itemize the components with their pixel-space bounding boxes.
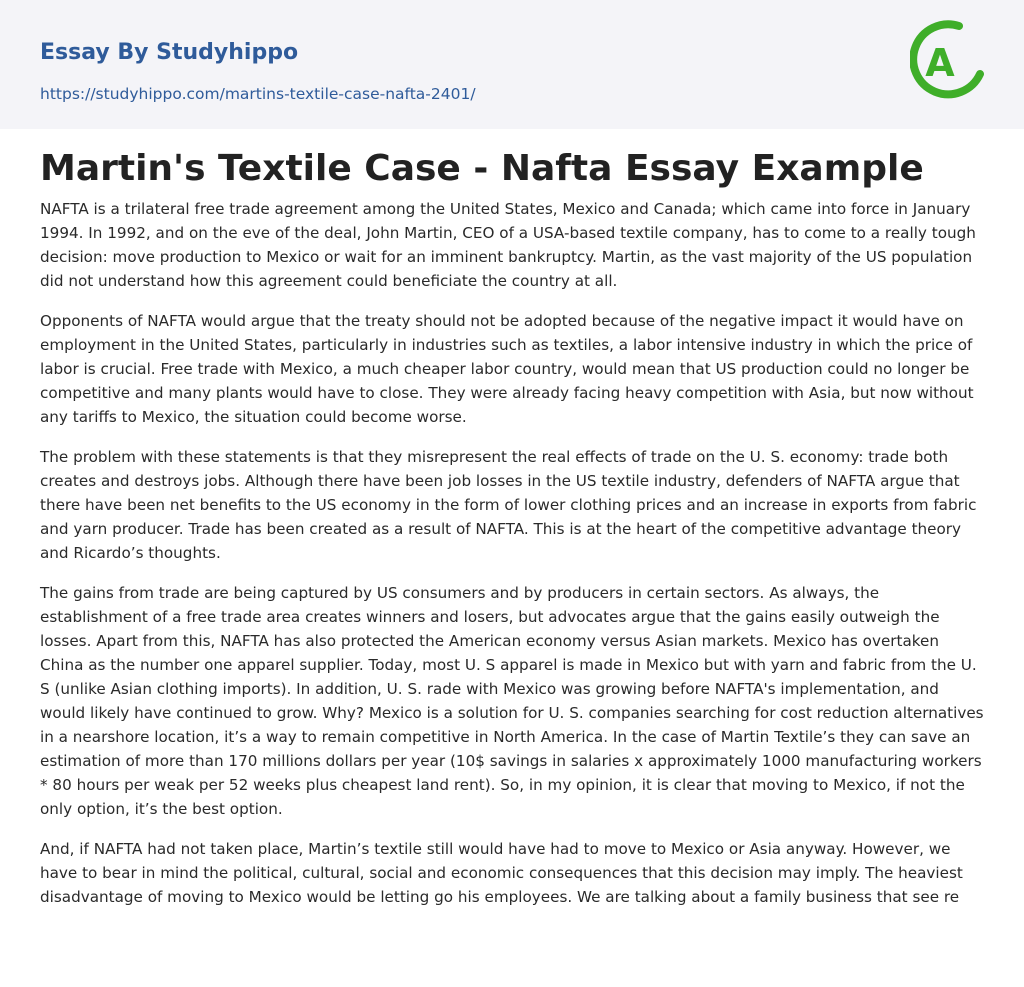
essay-paragraph: NAFTA is a trilateral free trade agreement among the United States, Mexico and Canada; which came into force in January 1994. In 1992, and on the eve of the deal, John Martin, CEO of a USA-based textile company, has to come to a really tough decision: move production to Mexico or wait for an imminent bankruptcy. Martin, as the vast majority of the US population did not understand how this agreement could beneficiate the country at all. — [40, 200, 976, 290]
studyhippo-logo-icon[interactable] — [910, 18, 988, 106]
essay-paragraph: And, if NAFTA had not taken place, Martin’s textile still would have had to move to Mexico or Asia anyway. However, we have to bear in mind the political, cultural, social and economic consequences that this decision may imply. The heaviest disadvantage of moving to Mexico would be letting go his employees. We are talking about a family business that see re — [40, 840, 963, 906]
essay-paragraph: The gains from trade are being captured by US consumers and by producers in certain sectors. As always, the establishment of a free trade area creates winners and losers, but advocates argue that the gains easily outweigh the losses. Apart from this, NAFTA has also protected the American economy versus Asian markets. Mexico has overtaken China as the number one apparel supplier. Today, most U. S apparel is made in Mexico but with yarn and fabric from the U. S (unlike Asian clothing imports). In addition, U. S. rade with Mexico was growing before NAFTA's implementation, and would likely have continued to grow. Why? Mexico is a solution for U. S. companies searching for cost reduction alternatives in a nearshore location, it’s a way to remain competitive in North America. In the case of Martin Textile’s they can save an estimation of more than 170 millions dollars per year (10$ savings in salaries x approximately 1000 manufacturing workers * 80 hours per weak per 52 weeks plus cheapest land rent). So, in my opinion, it is clear that moving to Mexico, if not the only option, it’s the best option. — [40, 584, 984, 818]
essay-paragraph: The problem with these statements is that they misrepresent the real effects of trade on the U. S. economy: trade both creates and destroys jobs. Although there have been job losses in the US textile industry, defenders of NAFTA argue that there have been net benefits to the US economy in the form of lower clothing prices and an increase in exports from fabric and yarn producer. Trade has been created as a result of NAFTA. This is at the heart of the competitive advantage theory and Ricardo’s thoughts. — [40, 448, 977, 562]
svg-text:A: A — [925, 41, 955, 85]
site-header — [0, 0, 1024, 129]
essay-paragraph: Opponents of NAFTA would argue that the treaty should not be adopted because of the negative impact it would have on employment in the United States, particularly in industries such as textiles, a labor intensive industry in which the price of labor is crucial. Free trade with Mexico, a much cheaper labor country, would mean that US production could no longer be competitive and many plants would have to close. They were already facing heavy competition with Asia, but now without any tariffs to Mexico, the situation could become worse. — [40, 312, 974, 426]
site-brand[interactable]: Essay By Studyhippo — [40, 40, 299, 65]
article-content — [0, 129, 1024, 909]
page-title: Martin's Textile Case - Nafta Essay Example — [40, 148, 924, 189]
page-url-link[interactable]: https://studyhippo.com/martins-textile-case-nafta-2401/ — [40, 85, 476, 103]
